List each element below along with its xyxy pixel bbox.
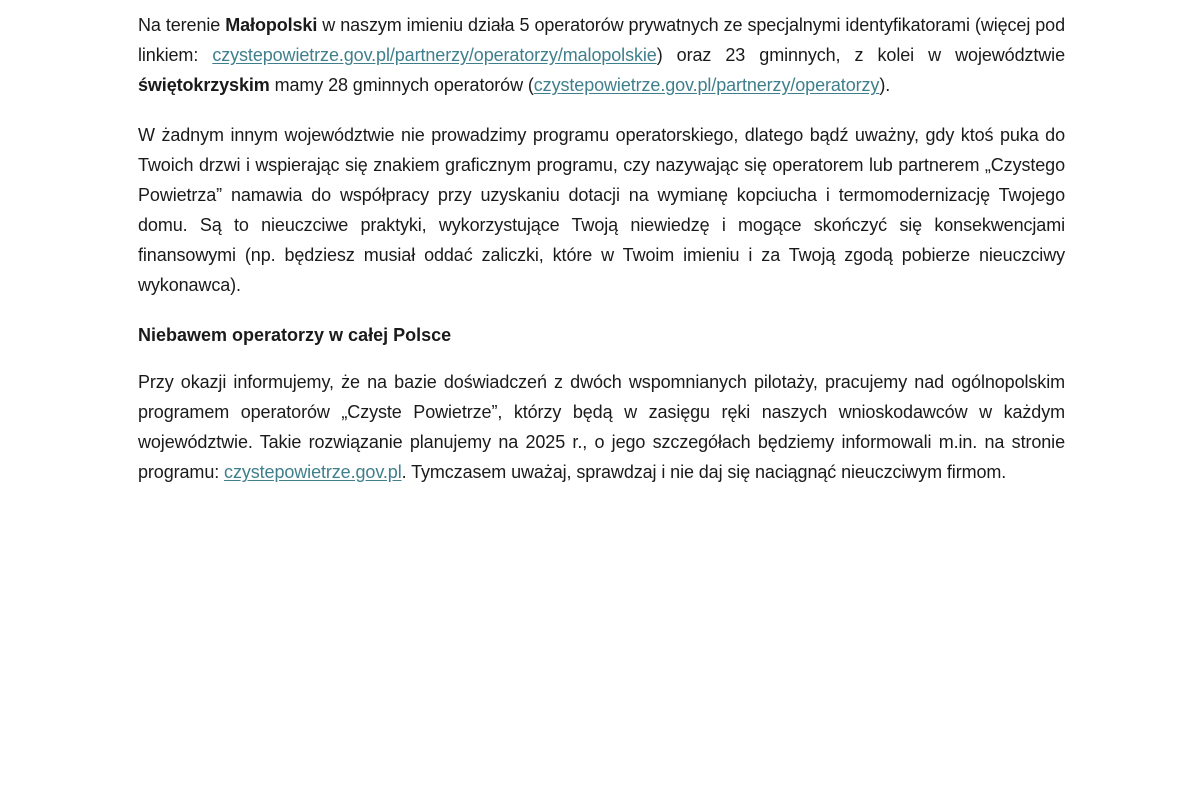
paragraph-text: Na terenie xyxy=(138,15,226,35)
document-page xyxy=(138,10,1065,507)
bold-region-malopolska: Małopolski xyxy=(225,15,318,35)
paragraph-nationwide-program xyxy=(138,367,1065,487)
paragraph-text: mamy 28 gminnych operatorów ( xyxy=(269,75,534,95)
bold-region-swietokrzyskie: świętokrzyskim xyxy=(138,75,270,95)
paragraph-text: Przy okazji informujemy, że na bazie doświadczeń z dwóch wspomnianych pilotaży, pracujemy nad ogólnopolskim programem operatorów „Czyste Powietrze”, którzy będą w zasięgu ręki naszych wnioskodawców w każdym województwie. Takie rozwiązanie planujemy na 2025 r., o jego szczegółach będziemy informowali m.in. na stronie programu: xyxy=(138,372,1065,482)
paragraph-operators-regions xyxy=(138,10,1065,100)
paragraph-text: ). xyxy=(879,75,891,95)
link-program-website[interactable]: czystepowietrze.gov.pl xyxy=(224,462,402,482)
paragraph-text: w naszym imieniu działa 5 operatorów prywatnych ze specjalnymi identyfikatorami (więcej pod linkiem: xyxy=(138,15,1066,65)
link-malopolskie-operators[interactable]: czystepowietrze.gov.pl/partnerzy/operatorzy/malopolskie xyxy=(212,45,657,65)
paragraph-warning: W żadnym innym województwie nie prowadzimy programu operatorskiego, dlatego bądź uważny, gdy ktoś puka do Twoich drzwi i wspierając się znakiem graficznym programu, czy nazywając się operatorem lub partnerem „Czystego Powietrza” namawia do współpracy przy uzyskaniu dotacji na wymianę kopciucha i termomodernizację Twojego domu. Są to nieuczciwe praktyki, wykorzystujące Twoją niewiedzę i mogące skończyć się konsekwencjami finansowymi (np. będziesz musiał oddać zaliczki, które w Twoim imieniu i za Twoją zgodą pobierze nieuczciwy wykonawca). xyxy=(138,125,1065,295)
paragraph-text: . Tymczasem uważaj, sprawdzaj i nie daj się naciągnąć nieuczciwym firmom. xyxy=(401,462,1007,482)
paragraph-text: ) oraz 23 gminnych, z kolei w województwie xyxy=(656,45,1065,65)
section-heading: Niebawem operatorzy w całej Polsce xyxy=(138,325,452,345)
link-operators[interactable]: czystepowietrze.gov.pl/partnerzy/operatorzy xyxy=(533,75,880,95)
